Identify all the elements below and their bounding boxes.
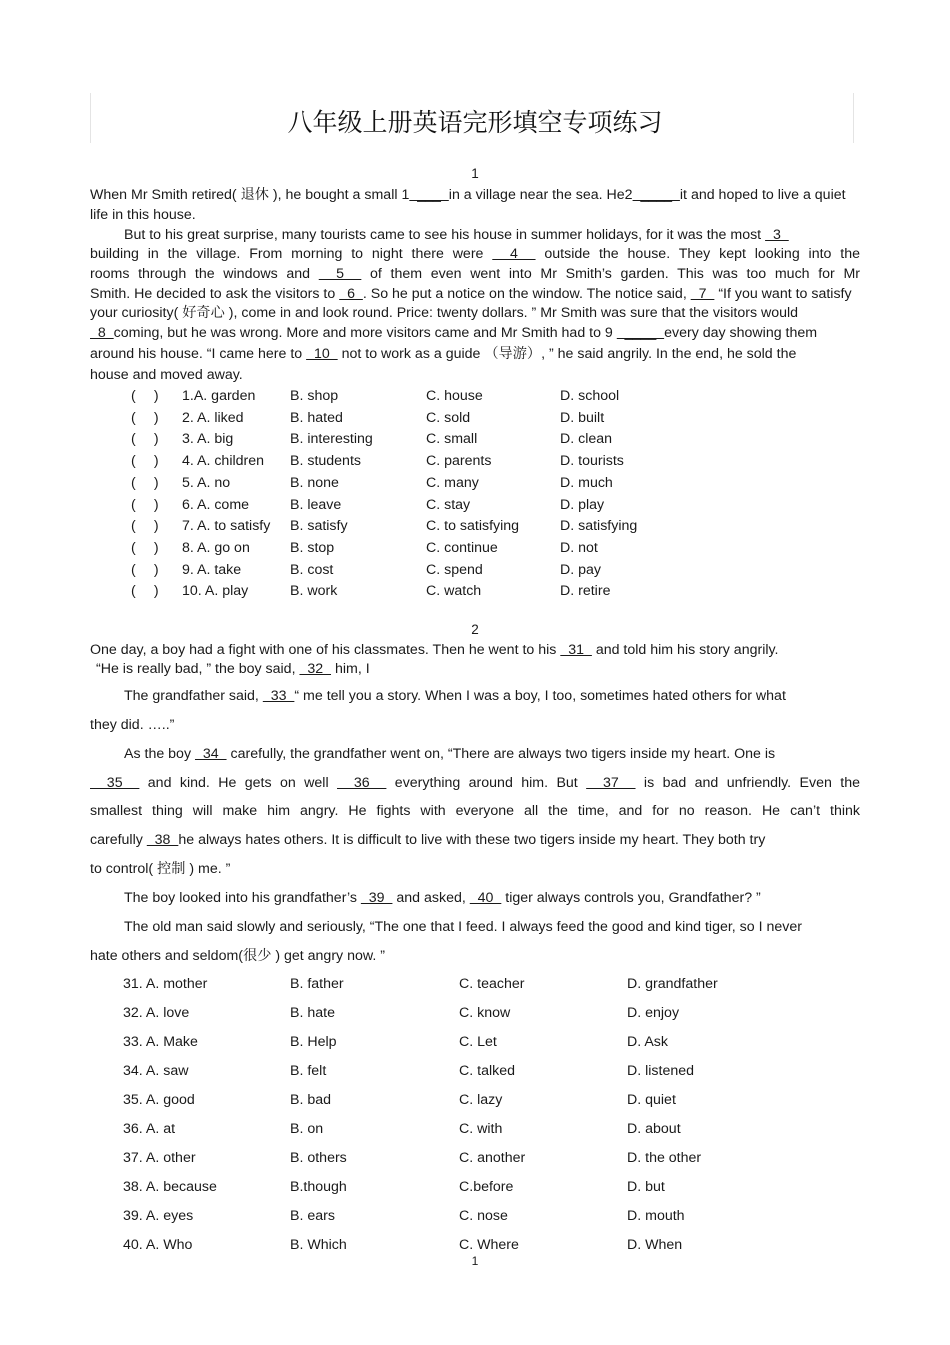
blank-number: ___ [409,187,449,203]
question-option-d: D. Ask [627,1034,668,1050]
text-segment: As the boy [124,746,195,762]
passage2-line [90,716,860,734]
answer-bracket: ( ) [131,474,159,491]
question-option-a: 38. A. because [123,1179,217,1195]
text-segment: carefully, the grandfather went on, “There are always two tigers inside my heart. One is [226,746,776,762]
question-option-c: C. with [459,1121,503,1137]
question-option-a: 31. A. mother [123,976,208,992]
answer-bracket: ( ) [131,409,159,426]
text-segment: . So he put a notice on the window. The notice said, [362,286,691,302]
question-option-d: D. not [560,539,598,556]
answer-bracket: ( ) [131,583,159,600]
passage1-line [90,324,860,342]
question-option-b: B. Which [290,1237,347,1253]
blank-number: 36 [337,775,387,791]
text-segment: around his house. “I came here to [90,346,307,362]
passage1-line [90,245,860,263]
passage1-line [90,345,860,363]
question-option-b: B. none [290,474,339,491]
passage2-line [90,802,860,820]
text-segment: they did. …..” [90,717,175,733]
text-segment: life in this house. [90,207,196,223]
question-option-a: 2. A. liked [182,409,244,426]
question-option-c: C. continue [426,539,498,556]
blank-number: 35 [90,775,140,791]
passage1-line [90,366,860,384]
text-segment: and told him his story angrily. [591,642,779,658]
passage2-line [124,745,860,763]
question-option-a: 32. A. love [123,1005,190,1021]
question-option-b: B. father [290,976,344,992]
question-option-c: C. Let [459,1034,497,1050]
question-option-b: B. work [290,583,338,600]
question-option-a: 6. A. come [182,496,250,513]
question-option-a: 39. A. eyes [123,1208,194,1224]
text-segment: coming, but he was wrong. More and more visitors came and Mr Smith had to 9 [113,325,617,341]
blank-number: 8 [90,325,114,341]
text-segment: outside the house. They kept looking into the [535,246,860,262]
question-option-d: D. mouth [627,1208,685,1224]
question-option-b: B. ears [290,1208,335,1224]
text-segment: and asked, [392,890,470,906]
question-option-c: C. spend [426,561,483,578]
question-option-a: 34. A. saw [123,1063,189,1079]
question-option-c: C. small [426,431,478,448]
question-option-d: D. but [627,1179,665,1195]
passage1-line [90,206,860,224]
passage2-line [90,641,860,659]
question-option-b: B. hated [290,409,343,426]
blank-number: 4 [492,246,536,262]
blank-number: 31 [560,642,592,658]
text-segment: it and hoped to live a quiet [679,187,846,203]
question-option-c: C. to satisfying [426,518,520,535]
text-segment: tiger always controls you, Grandfather? ” [501,890,761,906]
question-option-d: D. quiet [627,1092,676,1108]
text-segment: to control( 控制 ) me. ” [90,861,231,877]
passage2-line [90,947,860,965]
passage2-line [124,889,860,907]
question-option-b: B. others [290,1150,347,1166]
question-option-a: 10. A. play [182,583,249,600]
question-option-d: D. listened [627,1063,695,1079]
question-option-b: B. satisfy [290,518,348,535]
question-option-b: B. leave [290,496,342,513]
text-segment: of them even went into Mr Smith’s garden. This was too much for Mr [361,266,861,282]
passage2-line [124,918,860,936]
text-segment: “If you want to satisfy [714,286,852,302]
question-option-a: 33. A. Make [123,1034,198,1050]
text-segment: The boy looked into his grandfather’s [124,890,361,906]
text-segment: carefully [90,832,147,848]
question-option-c: C. sold [426,409,471,426]
passage1-line [90,265,860,283]
passage2-line [96,660,860,678]
section-number: 1 [471,166,479,181]
text-segment: “He is really bad, ” the boy said, [96,661,300,677]
blank-number: 33 [262,688,295,704]
answer-bracket: ( ) [131,518,159,535]
question-option-c: C. another [459,1150,526,1166]
text-segment: not to work as a guide （导游）, ” he said angrily. In the end, he sold the [337,346,797,362]
question-option-c: C. parents [426,453,492,470]
question-option-b: B. cost [290,561,334,578]
question-option-c: C. watch [426,583,482,600]
blank-number: 38 [146,832,179,848]
question-option-d: D. about [627,1121,681,1137]
question-option-a: 40. A. Who [123,1237,193,1253]
answer-bracket: ( ) [131,496,159,513]
question-option-a: 7. A. to satisfy [182,518,271,535]
question-option-a: 3. A. big [182,431,234,448]
blank-number: 34 [194,746,227,762]
text-segment: is bad and unfriendly. Even the [635,775,860,791]
question-option-b: B. bad [290,1092,332,1108]
text-segment: rooms through the windows and [90,266,319,282]
question-option-d: D. school [560,388,620,404]
text-segment: him, I [331,661,370,677]
question-option-d: D. built [560,409,605,426]
question-option-d: D. tourists [560,453,624,470]
blank-number: 39 [360,890,393,906]
question-option-c: C.before [459,1179,514,1195]
text-segment: Smith. He decided to ask the visitors to [90,286,340,302]
question-option-b: B. Help [290,1034,337,1050]
passage1-line [90,186,860,204]
question-option-a: 4. A. children [182,453,265,470]
passage1-line [124,226,860,244]
text-segment: every day showing them [664,325,818,341]
blank-number: 32 [299,661,332,677]
passage1-line [90,304,860,322]
question-option-d: D. When [627,1237,683,1253]
answer-bracket: ( ) [131,453,159,470]
blank-number: 6 [339,286,363,302]
text-segment: “ me tell you a story. When I was a boy, I too, sometimes hated others for what [294,688,786,704]
question-option-b: B. hate [290,1005,335,1021]
text-segment: everything around him. But [386,775,587,791]
question-option-b: B. interesting [290,431,373,448]
passage2-line [90,831,860,849]
text-segment: But to his great surprise, many tourists came to see his house in summer holidays, for it was the most [124,227,766,243]
text-segment: your curiosity( 好奇心 ), come in and look round. Price: twenty dollars. ” Mr Smith was sure that the visitors would [90,305,799,321]
question-option-a: 1.A. garden [182,388,256,404]
question-option-c: C. house [426,388,483,404]
question-option-d: D. enjoy [627,1005,680,1021]
question-option-b: B. students [290,453,361,470]
answer-bracket: ( ) [131,388,159,404]
question-option-b: B. shop [290,388,339,404]
question-option-d: D. much [560,474,613,491]
question-option-d: D. pay [560,561,602,578]
question-option-d: D. clean [560,431,613,448]
text-segment: and kind. He gets on well [139,775,338,791]
blank-number: ____ [616,325,665,341]
question-option-c: C. nose [459,1208,508,1224]
text-segment: When Mr Smith retired( 退休 ), he bought a small 1 [90,187,410,203]
question-option-b: B. on [290,1121,324,1137]
question-option-b: B.though [290,1179,347,1195]
question-option-c: C. stay [426,496,471,513]
text-segment: house and moved away. [90,367,243,383]
question-option-d: D. retire [560,583,611,600]
question-option-c: C. know [459,1005,511,1021]
answer-bracket: ( ) [131,561,159,578]
page-number: 1 [471,1254,479,1268]
text-segment: hate others and seldom(很少 ) get angry now. ” [90,948,385,964]
passage1-line [90,285,860,303]
text-segment: The grandfather said, [124,688,263,704]
passage2-line [90,860,860,878]
question-option-c: C. many [426,474,479,491]
question-option-d: D. the other [627,1150,702,1166]
text-segment: he always hates others. It is difficult to live with these two tigers inside my heart. They both try [178,832,766,848]
question-option-a: 8. A. go on [182,539,250,556]
answer-bracket: ( ) [131,431,159,448]
section-number: 2 [471,622,479,637]
text-segment: The old man said slowly and seriously, “The one that I feed. I always feed the good and kind tiger, so I never [124,919,802,935]
blank-number: 7 [690,286,715,302]
text-segment: smallest thing will make him angry. He fights with everyone all the time, and for no reason. He can’t think [90,803,860,819]
passage2-line [124,687,860,705]
question-option-c: C. teacher [459,976,525,992]
question-option-c: C. Where [459,1237,519,1253]
question-option-a: 36. A. at [123,1121,176,1137]
blank-number: 40 [469,890,502,906]
question-option-d: D. grandfather [627,976,718,992]
text-segment: in a village near the sea. He2 [448,187,633,203]
question-option-b: B. stop [290,539,335,556]
blank-number: 3 [765,227,789,243]
question-option-a: 35. A. good [123,1092,195,1108]
text-segment: building in the village. From morning to night there were [90,246,493,262]
blank-number: ____ [632,187,680,203]
question-option-b: B. felt [290,1063,327,1079]
question-option-d: D. play [560,496,605,513]
page-title: 八年级上册英语完形填空专项练习 [287,108,663,137]
blank-number: 10 [306,346,338,362]
passage2-line [90,774,860,792]
question-option-a: 37. A. other [123,1150,196,1166]
question-option-c: C. talked [459,1063,515,1079]
question-option-c: C. lazy [459,1092,503,1108]
question-option-a: 9. A. take [182,561,242,578]
blank-number: 37 [586,775,636,791]
text-segment: One day, a boy had a fight with one of his classmates. Then he went to his [90,642,561,658]
blank-number: 5 [318,266,362,282]
question-option-d: D. satisfying [560,518,638,535]
question-option-a: 5. A. no [182,474,231,491]
answer-bracket: ( ) [131,539,159,556]
